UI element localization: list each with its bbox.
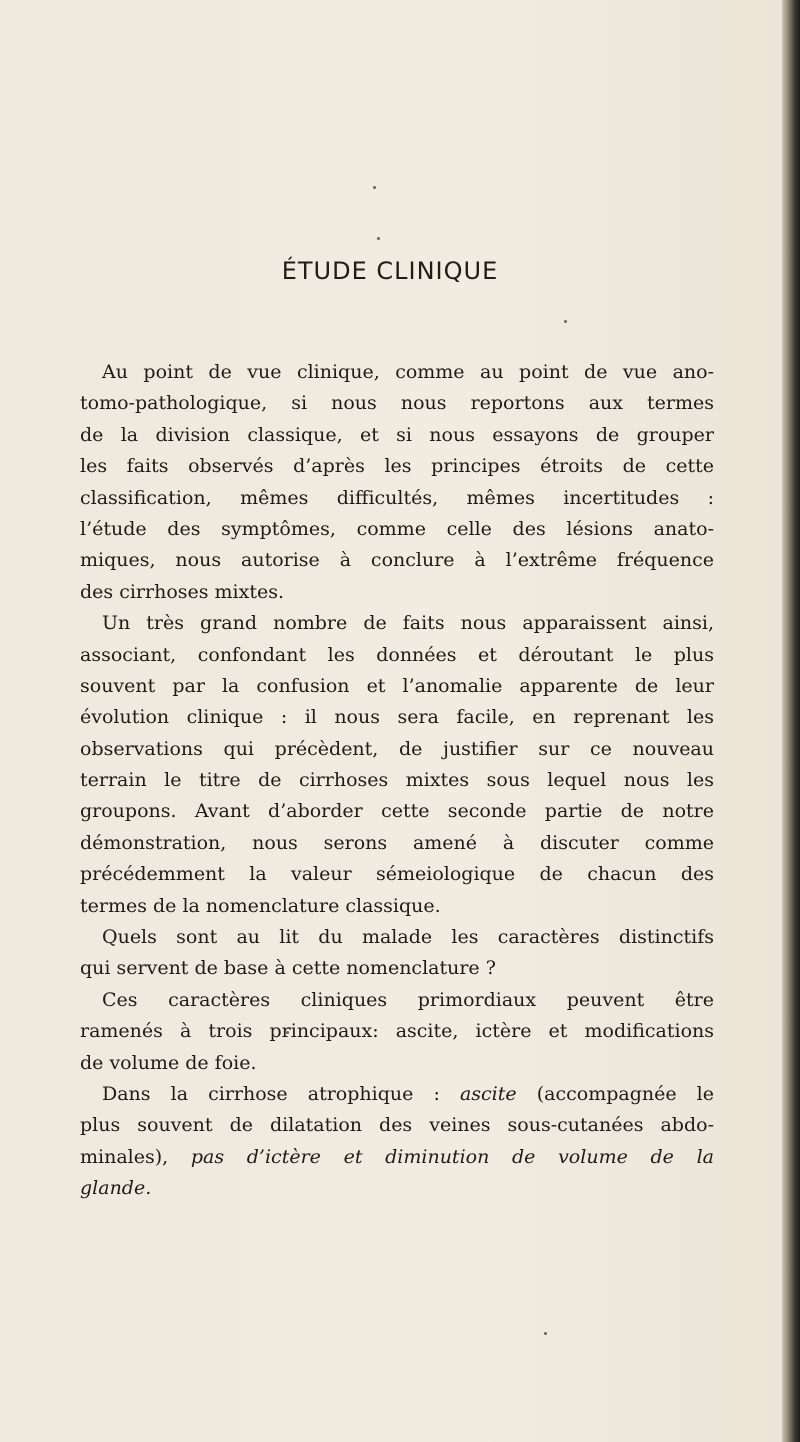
text-line: évolution clinique : il nous sera facile, en reprenant les [80,706,714,729]
text-line: classification, mêmes difficultés, mêmes incertitudes : [80,486,714,509]
body-text [80,357,714,1205]
text-line: Au point de vue clinique, comme au point de vue ano- [102,361,714,383]
paper-speck [377,237,380,240]
text-line: précédemment la valeur sémeiologique de chacun des [80,863,714,886]
text-fragment: Dans la cirrhose atrophique : [102,1082,460,1105]
text-line: souvent par la confusion et l’anomalie apparente de leur [80,674,714,697]
text-line: les faits observés d’après les principes étroits de cette [80,455,714,478]
paper-speck [373,186,376,189]
paper-speck [544,1332,547,1335]
page-edge-shadow [782,0,800,1442]
text-line: l’étude des symptômes, comme celle des lésions anato- [80,517,714,540]
text-line: Un très grand nombre de faits nous apparaissent ainsi, [102,612,714,635]
text-line: glande. [80,1177,152,1200]
text-fragment: minales), [80,1145,191,1168]
paper-speck [564,320,567,323]
text-line: Ces caractères cliniques primordiaux peuvent être [102,988,714,1011]
text-line: démonstration, nous serons amené à discuter comme [80,831,714,854]
page-title: ÉTUDE CLINIQUE [281,257,499,285]
text-line [80,1079,714,1110]
text-line: observations qui précèdent, de justifier sur ce nouveau [80,737,714,760]
text-line: associant, confondant les données et déroutant le plus [80,643,714,666]
text-line: terrain le titre de cirrhoses mixtes sous lequel nous les [80,769,714,792]
italic-fragment: pas d’ictère et diminution de volume de la [190,1145,714,1168]
text-line: de la division classique, et si nous essayons de grouper [80,423,714,446]
text-line: ramenés à trois principaux: ascite, ictère et modifications [80,1020,714,1043]
text-line: tomo-pathologique, si nous nous reportons aux termes [80,392,714,415]
text-line: groupons. Avant d’aborder cette seconde partie de notre [80,800,714,823]
text-line: de volume de foie. [80,1051,257,1074]
text-line: des cirrhoses mixtes. [80,580,285,603]
text-line: plus souvent de dilatation des veines sous-cutanées abdo- [80,1114,714,1137]
text-line: termes de la nomenclature classique. [80,894,441,917]
text-fragment: (accompagnée le [516,1082,714,1105]
text-line [80,1142,714,1173]
italic-fragment: ascite [459,1082,517,1105]
text-line: miques, nous autorise à conclure à l’extrême fréquence [80,549,714,572]
text-line: qui servent de base à cette nomenclature ? [80,957,496,980]
text-line: Quels sont au lit du malade les caractères distinctifs [102,926,714,949]
